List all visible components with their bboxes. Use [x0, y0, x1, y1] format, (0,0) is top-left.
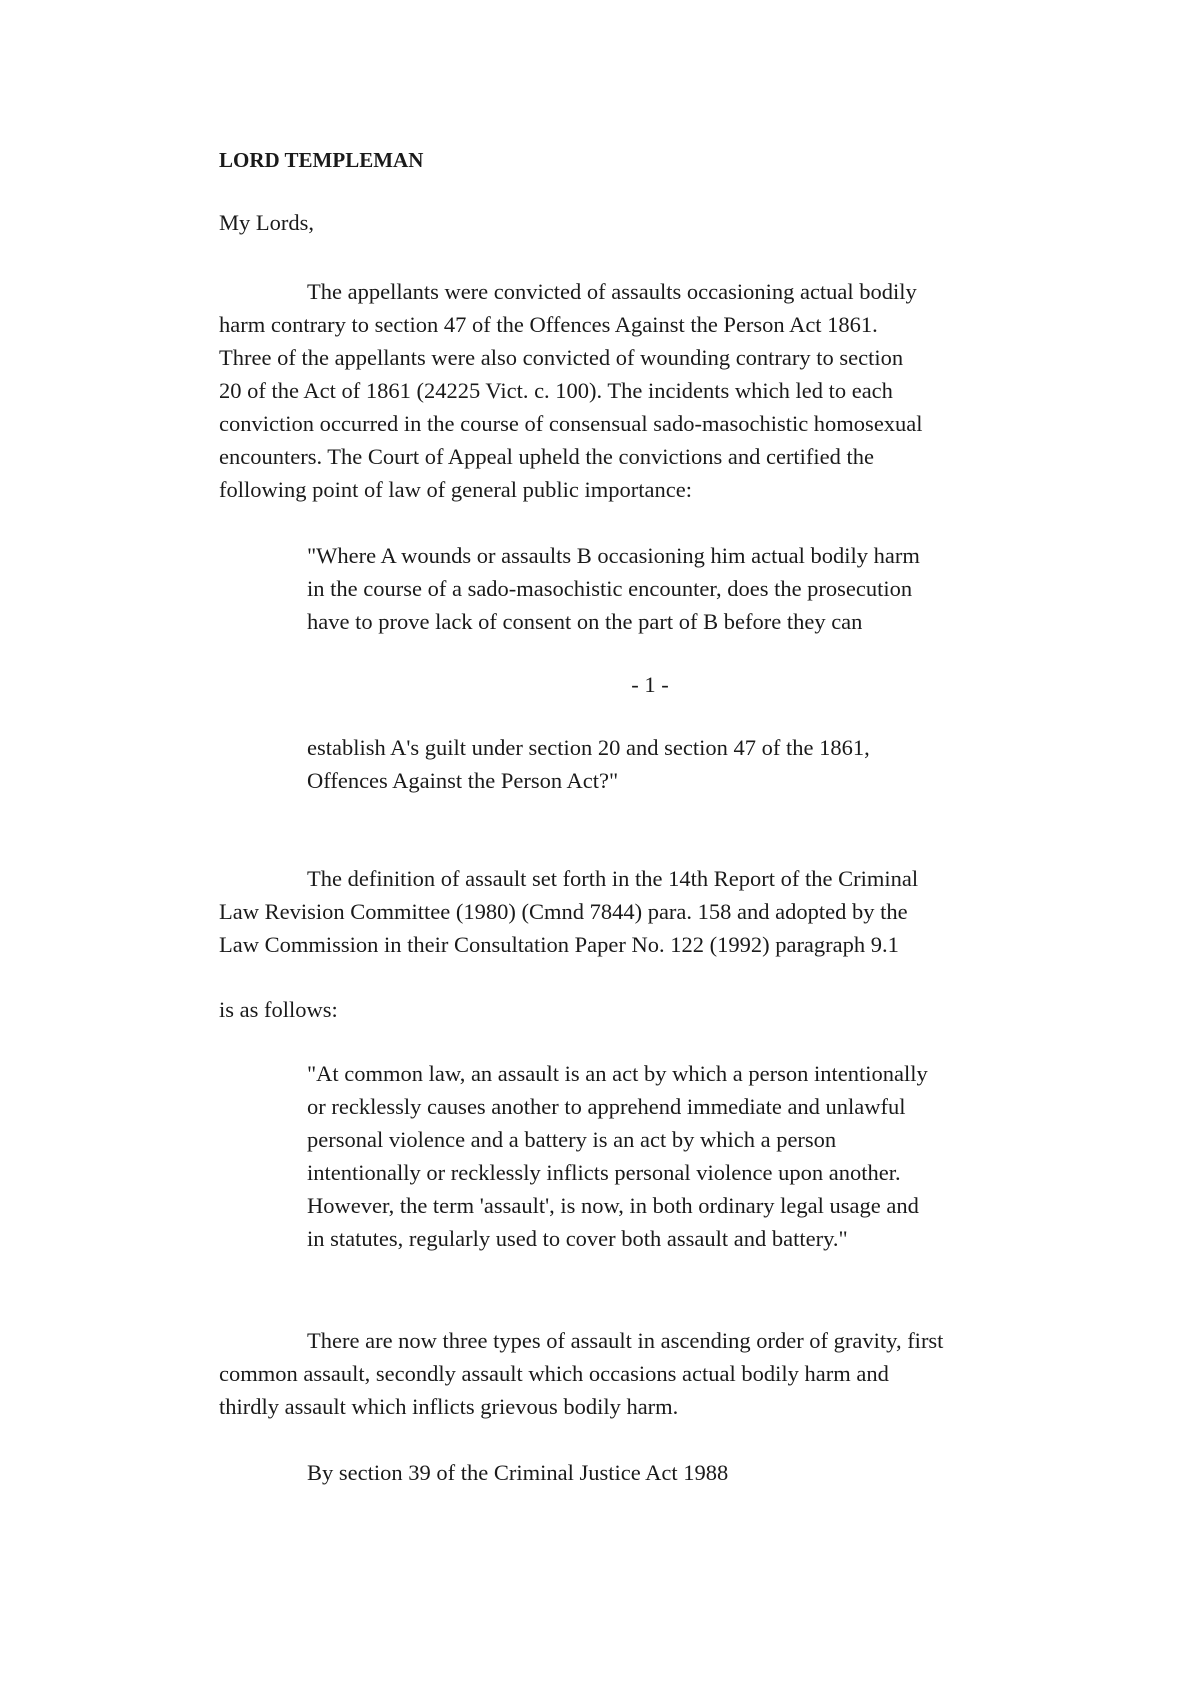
text-line: The appellants were convicted of assaults occasioning actual bodily — [307, 279, 917, 304]
text-line: Offences Against the Person Act?" — [307, 768, 619, 793]
salutation: My Lords, — [219, 210, 314, 235]
text-line: in the course of a sado-masochistic encounter, does the prosecution — [307, 576, 913, 601]
text-line: Law Revision Committee (1980) (Cmnd 7844) para. 158 and adopted by the — [219, 899, 908, 924]
text-line: intentionally or recklessly inflicts personal violence upon another. — [307, 1160, 901, 1185]
paragraph-definition-continued: is as follows: — [219, 997, 338, 1022]
paragraph-appellants — [219, 275, 1009, 506]
text-line: establish A's guilt under section 20 and section 47 of the 1861, — [307, 735, 870, 760]
text-line: Law Commission in their Consultation Paper No. 122 (1992) paragraph 9.1 — [219, 932, 899, 957]
text-line: The definition of assault set forth in the 14th Report of the Criminal — [307, 866, 919, 891]
text-line: "At common law, an assault is an act by which a person intentionally — [307, 1061, 928, 1086]
text-line: common assault, secondly assault which occasions actual bodily harm and — [219, 1361, 889, 1386]
text-line: "Where A wounds or assaults B occasioning him actual bodily harm — [307, 543, 920, 568]
text-line: There are now three types of assault in ascending order of gravity, first — [307, 1328, 944, 1353]
paragraph-section-39: By section 39 of the Criminal Justice Act 1988 — [307, 1460, 729, 1485]
quote-point-of-law-continued — [307, 731, 1007, 797]
text-line: conviction occurred in the course of consensual sado-masochistic homosexual — [219, 411, 923, 436]
text-line: Three of the appellants were also convicted of wounding contrary to section — [219, 345, 904, 370]
text-line: in statutes, regularly used to cover both assault and battery." — [307, 1226, 848, 1251]
page-number: - 1 - — [631, 672, 669, 697]
quote-assault-definition — [307, 1057, 1007, 1255]
text-line: However, the term 'assault', is now, in both ordinary legal usage and — [307, 1193, 919, 1218]
text-line: harm contrary to section 47 of the Offences Against the Person Act 1861. — [219, 312, 878, 337]
text-line: have to prove lack of consent on the part of B before they can — [307, 609, 863, 634]
text-line: following point of law of general public importance: — [219, 477, 692, 502]
quote-point-of-law — [307, 539, 1007, 638]
text-line: personal violence and a battery is an act by which a person — [307, 1127, 837, 1152]
text-line: or recklessly causes another to apprehend immediate and unlawful — [307, 1094, 906, 1119]
text-line: thirdly assault which inflicts grievous bodily harm. — [219, 1394, 679, 1419]
paragraph-definition — [219, 862, 1009, 961]
text-line: encounters. The Court of Appeal upheld the convictions and certified the — [219, 444, 875, 469]
paragraph-three-types — [219, 1324, 1009, 1423]
speaker-heading: LORD TEMPLEMAN — [219, 148, 424, 172]
text-line: 20 of the Act of 1861 (24225 Vict. c. 100). The incidents which led to each — [219, 378, 893, 403]
